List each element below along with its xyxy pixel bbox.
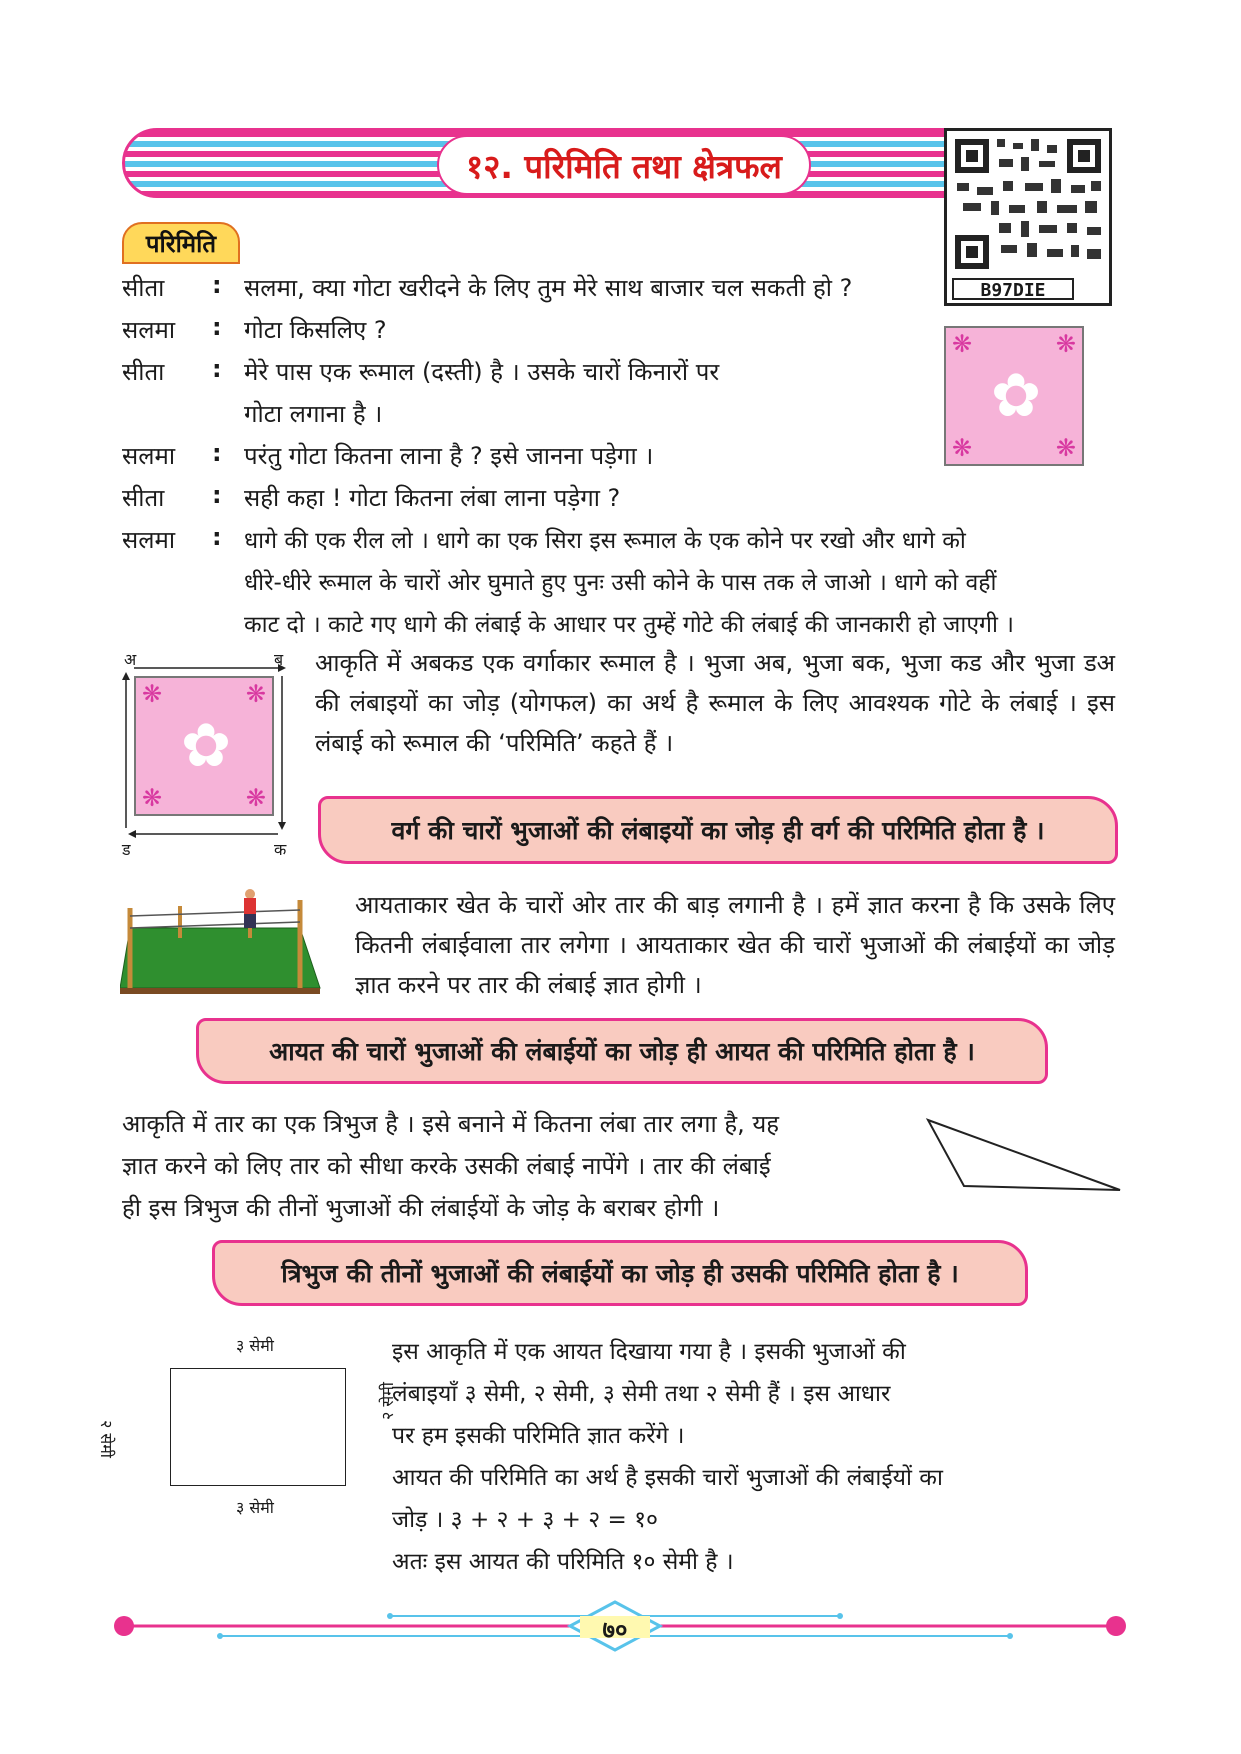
vertex-label-d: ड — [122, 840, 131, 859]
rect-text-line: आयत की परिमिति का अर्थ है इसकी चारों भुजाओं की लंबाईयों का — [392, 1465, 943, 1491]
square-handkerchief-image — [134, 676, 274, 816]
speaker-name: सलमा — [122, 526, 176, 554]
flower-icon: ❋ — [142, 680, 163, 708]
flower-icon: ✿ — [180, 711, 232, 781]
dialogue-line: सही कहा ! गोटा कितना लंबा लाना पड़ेगा ? — [244, 484, 621, 512]
dialogue-line: गोटा किसलिए ? — [244, 316, 387, 344]
rectangle-diagram — [170, 1368, 346, 1486]
speaker-name: सलमा — [122, 316, 176, 344]
vertex-label-b: ब — [274, 650, 284, 669]
colon: : — [212, 271, 222, 299]
rect-left-label: २ सेमी — [97, 1420, 116, 1458]
flower-icon: ❋ — [952, 330, 973, 358]
field-fence-image — [120, 888, 330, 998]
flower-icon: ❋ — [952, 434, 973, 462]
dialogue-line: गोटा लगाना है । — [244, 400, 383, 428]
dialogue-line: धीरे-धीरे रूमाल के चारों ओर घुमाते हुए पुनः उसी कोने के पास तक ले जाओ । धागे को वहीं — [244, 570, 997, 596]
rect-text-line: जोड़ । ३ + २ + ३ + २ = १० — [392, 1507, 659, 1533]
page-number: ७० — [602, 1616, 628, 1644]
vertex-label-a: अ — [124, 650, 137, 669]
rect-text-line: इस आकृति में एक आयत दिखाया गया है । इसकी भुजाओं की — [392, 1339, 906, 1365]
rule-box-triangle: त्रिभुज की तीनों भुजाओं की लंबाईयों का जोड़ ही उसकी परिमिति होता है । — [212, 1240, 1028, 1306]
rect-text-line: अतः इस आयत की परिमिति १० सेमी है । — [392, 1549, 734, 1575]
dialogue-line: मेरे पास एक रूमाल (दस्ती) है । उसके चारों किनारों पर — [244, 358, 720, 386]
speaker-name: सीता — [122, 484, 165, 512]
flower-icon: ❋ — [142, 784, 163, 812]
colon: : — [212, 355, 222, 383]
section-label: परिमिति — [122, 222, 240, 264]
speaker-name: सीता — [122, 358, 165, 386]
handkerchief-image — [944, 326, 1084, 466]
colon: : — [212, 439, 222, 467]
rect-bottom-label: ३ सेमी — [236, 1498, 274, 1517]
rule-box-square: वर्ग की चारों भुजाओं की लंबाइयों का जोड़ ही वर्ग की परिमिति होता है । — [318, 796, 1118, 864]
dialogue-line: धागे की एक रील लो । धागे का एक सिरा इस रूमाल के एक कोने पर रखो और धागे को — [244, 528, 966, 554]
dialogue-line: परंतु गोटा कितना लाना है ? इसे जानना पड़ेगा । — [244, 442, 654, 470]
speaker-name: सलमा — [122, 442, 176, 470]
square-paragraph: आकृति में अबकड एक वर्गाकार रूमाल है । भुजा अब, भुजा बक, भुजा कड और भुजा डअ की लंबाइयों का जोड़ (योगफल) का अर्थ है रूमाल के लिए आवश्यक गोटे के लंबाई । इस लंबाई को रूमाल की ‘परिमिति’ कहते हैं । — [315, 649, 1115, 757]
triangle-text-line: आकृति में तार का एक त्रिभुज है । इसे बनाने में कितना लंबा तार लगा है, यह — [122, 1110, 780, 1138]
speaker-name: सीता — [122, 274, 165, 302]
flower-icon: ✿ — [990, 361, 1042, 431]
flower-icon: ❋ — [245, 784, 266, 812]
rect-text-line: पर हम इसकी परिमिति ज्ञात करेंगे । — [392, 1423, 685, 1449]
flower-icon: ❋ — [1055, 330, 1076, 358]
dialogue-line: काट दो । काटे गए धागे की लंबाई के आधार पर तुम्हें गोटे की लंबाई की जानकारी हो जाएगी । — [244, 612, 1014, 638]
rect-top-label: ३ सेमी — [236, 1336, 274, 1355]
flower-icon: ❋ — [1055, 434, 1076, 462]
field-paragraph: आयताकार खेत के चारों ओर तार की बाड़ लगानी है । हमें ज्ञात करना है कि उसके लिए कितनी लंबाईवाला तार लगेगा । आयताकार खेत की चारों भुजाओं की लंबाईयों का जोड़ ज्ञात करने पर तार की लंबाई ज्ञात होगी । — [355, 891, 1115, 999]
colon: : — [212, 523, 222, 551]
colon: : — [212, 313, 222, 341]
colon: : — [212, 481, 222, 509]
triangle-diagram — [924, 1112, 1124, 1192]
vertex-label-c: क — [274, 840, 287, 859]
flower-icon: ❋ — [245, 680, 266, 708]
dialogue-line: सलमा, क्या गोटा खरीदने के लिए तुम मेरे साथ बाजार चल सकती हो ? — [244, 274, 853, 302]
rule-box-rectangle: आयत की चारों भुजाओं की लंबाईयों का जोड़ ही आयत की परिमिति होता है । — [196, 1018, 1048, 1084]
triangle-text-line: ज्ञात करने को लिए तार को सीधा करके उसकी लंबाई नापेंगे । तार की लंबाई — [122, 1152, 771, 1180]
triangle-text-line: ही इस त्रिभुज की तीनों भुजाओं की लंबाईयों के जोड़ के बराबर होगी । — [122, 1194, 720, 1222]
chapter-title: १२. परिमिति तथा क्षेत्रफल — [437, 135, 811, 195]
qr-code-label: B97DIE — [952, 278, 1074, 300]
rect-text-line: लंबाइयाँ ३ सेमी, २ सेमी, ३ सेमी तथा २ सेमी हैं । इस आधार — [392, 1381, 891, 1407]
rect-right-label: २ सेमी — [378, 1382, 397, 1420]
